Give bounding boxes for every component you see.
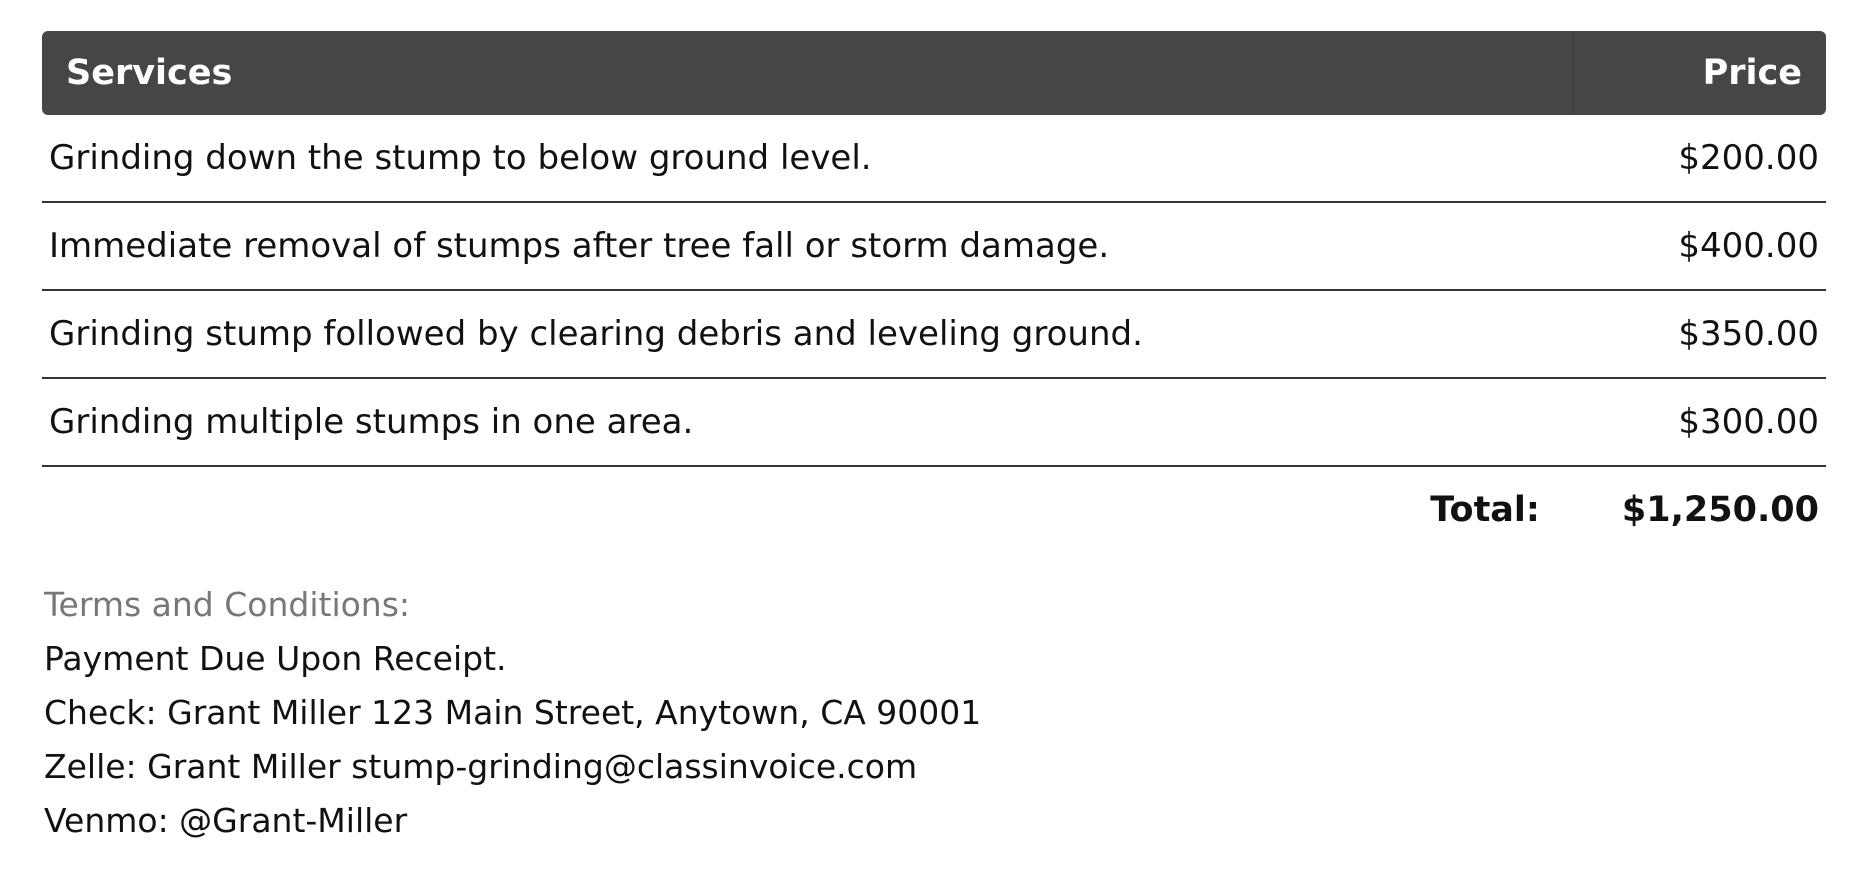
service-price: $300.00 xyxy=(1678,402,1819,442)
service-description: Grinding multiple stumps in one area. xyxy=(49,402,694,442)
services-column-header: Services xyxy=(42,31,1574,115)
services-table xyxy=(42,31,1826,553)
service-price: $400.00 xyxy=(1678,226,1819,266)
table-row xyxy=(42,203,1826,291)
total-label: Total: xyxy=(1430,490,1540,530)
price-column-header: Price xyxy=(1702,53,1802,93)
terms-line-check: Check: Grant Miller 123 Main Street, Anytown, CA 90001 xyxy=(44,693,982,732)
total-row xyxy=(42,467,1826,553)
service-price: $350.00 xyxy=(1678,314,1819,354)
service-description: Grinding stump followed by clearing debris and leveling ground. xyxy=(49,314,1143,354)
table-header xyxy=(42,31,1826,115)
service-description: Immediate removal of stumps after tree fall or storm damage. xyxy=(49,226,1110,266)
service-description: Grinding down the stump to below ground level. xyxy=(49,138,872,178)
terms-line-zelle: Zelle: Grant Miller stump-grinding@classinvoice.com xyxy=(44,747,918,786)
terms-heading: Terms and Conditions: xyxy=(44,585,411,624)
total-value: $1,250.00 xyxy=(1621,490,1819,530)
table-row xyxy=(42,291,1826,379)
service-price: $200.00 xyxy=(1678,138,1819,178)
terms-section xyxy=(44,578,981,848)
terms-line-venmo: Venmo: @Grant-Miller xyxy=(44,801,408,840)
table-row xyxy=(42,115,1826,203)
terms-line-payment: Payment Due Upon Receipt. xyxy=(44,639,507,678)
table-row xyxy=(42,379,1826,467)
